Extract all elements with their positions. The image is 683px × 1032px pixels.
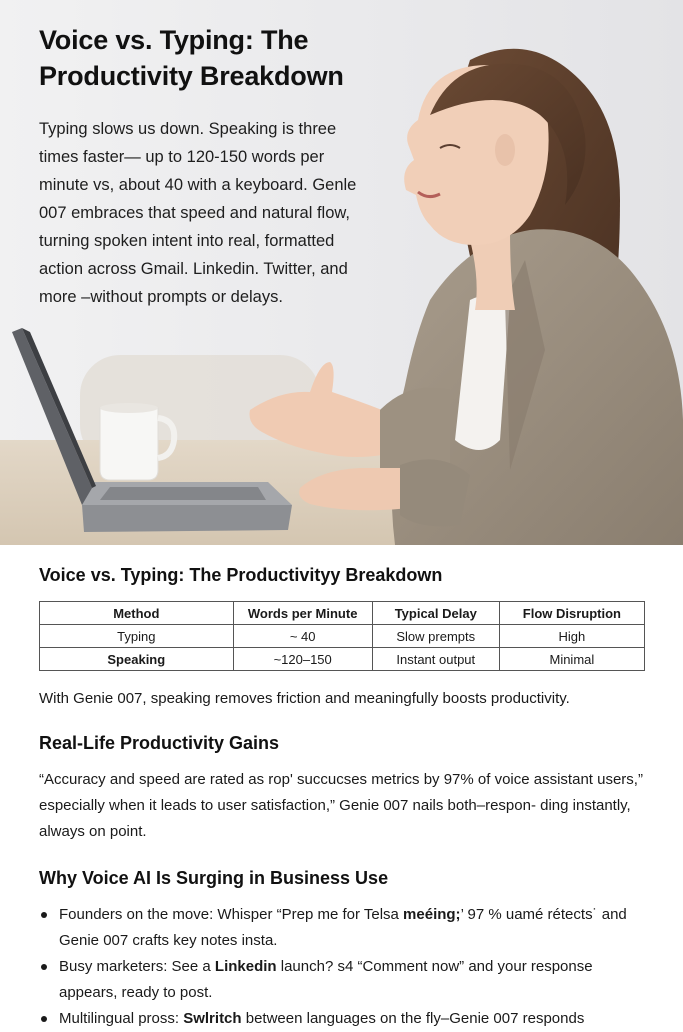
list-item-bold: meéing; bbox=[403, 906, 461, 923]
hero-body-text: Typing slows us down. Speaking is three times faster— up to 120-150 words per minute vs, about 40 with a keyboard. Genle 007 embraces that speed and natural flow, turning spoken intent into real, formatted action across Gmail. Linkedin. Twitter, and more –without prompts or delays. bbox=[39, 120, 357, 306]
list-item-bold: Swlritch bbox=[183, 1010, 242, 1027]
comparison-title: Voice vs. Typing: The Productivityy Breakdown bbox=[39, 565, 443, 585]
table-row bbox=[40, 648, 645, 671]
table-cell: Instant output bbox=[372, 648, 499, 671]
table-cell: Speaking bbox=[40, 648, 234, 671]
table-header-cell: Words per Minute bbox=[233, 602, 372, 625]
table-cell: Minimal bbox=[499, 648, 644, 671]
table-cell: ~120–150 bbox=[233, 648, 372, 671]
list-item-text: launch? s4 “Comment now” and your response appears, ready to post. bbox=[59, 958, 593, 1001]
table-row bbox=[40, 625, 645, 648]
list-item-text: Multilingual pross: bbox=[59, 1010, 184, 1027]
table-cell: Slow prempts bbox=[372, 625, 499, 648]
table-header-cell: Typical Delay bbox=[372, 602, 499, 625]
list-item-text: Busy marketers: See a bbox=[59, 958, 215, 975]
table-cell: High bbox=[499, 625, 644, 648]
table-header-cell: Flow Disruption bbox=[499, 602, 644, 625]
list-item-text: between languages on the fly–Genie 007 responds bbox=[241, 1010, 585, 1027]
why-heading: Why Voice AI Is Surging in Business Use bbox=[39, 868, 389, 888]
table-header-cell: Method bbox=[40, 602, 234, 625]
reasons-list bbox=[39, 902, 639, 1032]
comparison-table bbox=[39, 601, 645, 671]
gains-paragraph: “Accuracy and speed are rated as rop' succucses metrics by 97% of voice assistant users,” especially when it leads to user satisfaction,” Genie 007 nails both–respon- ding instantly, always on point. bbox=[39, 771, 643, 840]
table-cell: ~ 40 bbox=[233, 625, 372, 648]
hero-title: Voice vs. Typing: The Productivity Breakdown bbox=[39, 25, 344, 91]
gains-heading: Real-Life Productivity Gains bbox=[39, 733, 280, 753]
list-item bbox=[39, 954, 639, 1006]
comparison-summary: With Genie 007, speaking removes friction and meaningfully boosts productivity. bbox=[39, 690, 570, 707]
list-item-text: Founders on the move: Whisper “Prep me for Telsa bbox=[59, 906, 404, 923]
list-item bbox=[39, 1006, 639, 1032]
table-cell: Typing bbox=[40, 625, 234, 648]
list-item-text: ’ 97 % uamé rétects˙ and Genie 007 crafts key notes insta. bbox=[59, 906, 627, 949]
table-header-row bbox=[40, 602, 645, 625]
list-item bbox=[39, 902, 639, 954]
list-item-bold: Linkedin bbox=[214, 958, 277, 975]
